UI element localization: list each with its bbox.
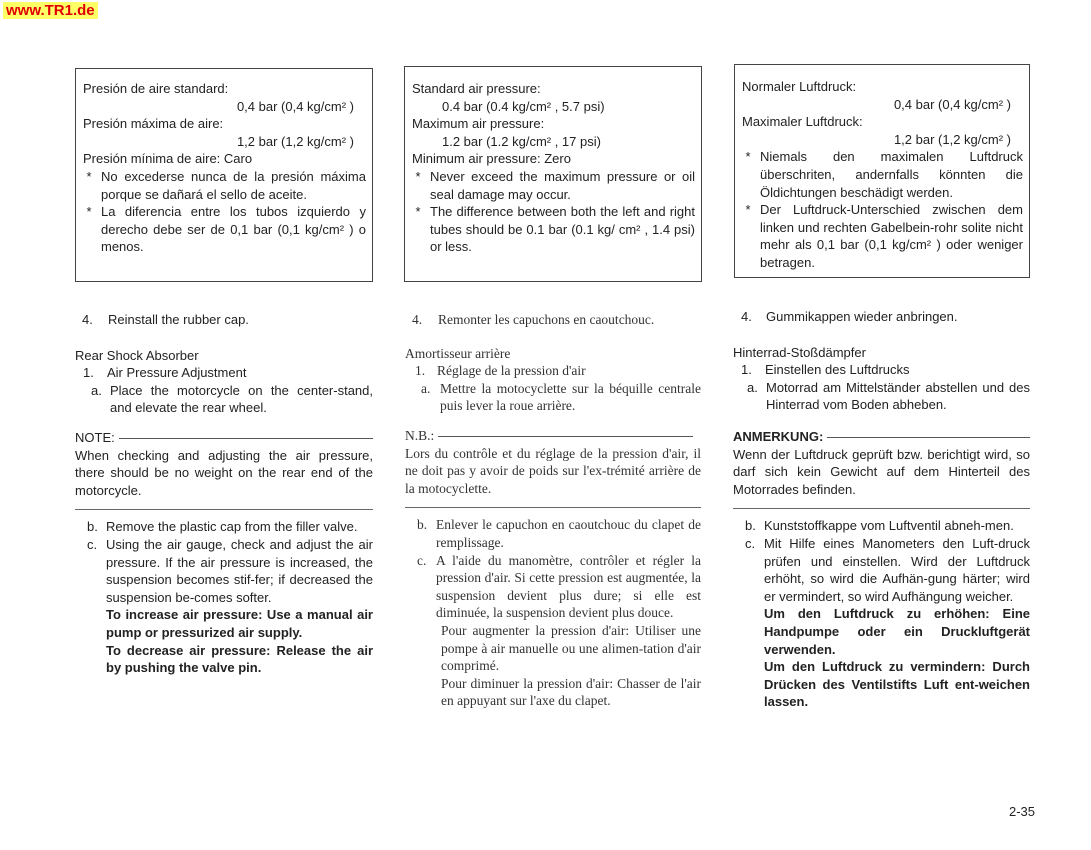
- de-note-header: [733, 428, 1030, 446]
- fr-note-text: Lors du contrôle et du réglage de la pression d'air, il ne doit pas y avoir de poids sur l'ex-trémité arrière de la motocyclette.: [405, 445, 701, 496]
- es-box-bullet-1: [83, 168, 366, 203]
- es-note-text: When checking and adjusting the air pressure, there should be no weight on the rear end of the motorcycle.: [75, 447, 373, 498]
- es-step-c-text: Using the air gauge, check and adjust the air pressure. If the air pressure is increased, the suspension becomes stif-fer; if decreased the suspension be-comes softer.: [106, 536, 373, 605]
- de-box-bullet-1: [742, 148, 1023, 201]
- es-step-a-mark: a.: [91, 382, 102, 398]
- fr-note-header: [405, 427, 701, 445]
- fr-step-1-text: Réglage de la pression d'air: [437, 363, 586, 379]
- fr-step-b-mark: b.: [417, 517, 428, 533]
- de-step-a: [733, 379, 1030, 414]
- es-step-b: [75, 518, 373, 536]
- fr-step-c-text: A l'aide du manomètre, contrôler et régler la pression d'air. Si cette pression est augmentée, la suspension devient plus dure; si elle est diminuée, la suspension devient plus douce.: [436, 552, 701, 621]
- es-step-1: [75, 364, 373, 382]
- de-body: [733, 308, 1030, 711]
- fr-step-c: [405, 552, 701, 622]
- de-box-line-3: Maximaler Luftdruck:: [742, 114, 863, 130]
- es-box-bullet-2-text: La diferencia entre los tubos izquierdo y derecho debe ser de 0,1 bar (0,1 kg/cm² ) o menos.: [101, 204, 366, 255]
- fr-step-b-text: Enlever le capuchon en caoutchouc du clapet de remplissage.: [436, 517, 701, 550]
- fr-step-4-text: Remonter les capuchons en caoutchouc.: [438, 312, 655, 327]
- fr-step-4-num: 4.: [412, 312, 423, 327]
- en-box-line-4: 1.2 bar (1.2 kg/cm² , 17 psi): [442, 133, 601, 149]
- es-step-4: [75, 311, 373, 329]
- fr-section-title: Amortisseur arrière: [405, 345, 511, 361]
- es-box-line-5: Presión mínima de aire: Caro: [83, 151, 253, 167]
- de-decrease-text: Um den Luftdruck zu vermindern: Durch Drücken des Ventilstifts Luft ent-weichen lassen.: [764, 659, 1030, 710]
- de-increase-text: Um den Luftdruck zu erhöhen: Eine Handpumpe oder ein Druckluftgerät verwenden.: [764, 606, 1030, 657]
- fr-note-label: N.B.:: [405, 427, 435, 443]
- site-logo: www.TR1.de: [3, 2, 98, 19]
- fr-step-1: [405, 362, 701, 380]
- divider: [827, 437, 1030, 438]
- es-step-b-mark: b.: [87, 519, 98, 535]
- en-spec-box: [404, 66, 702, 282]
- de-section-title: Hinterrad-Stoßdämpfer: [733, 344, 866, 360]
- es-step-c-mark: c.: [87, 536, 98, 552]
- fr-step-a-mark: a.: [421, 380, 431, 396]
- es-box-line-1: Presión de aire standard:: [83, 81, 229, 96]
- de-box-bullet-2-text: Der Luftdruck-Unterschied zwischen dem linken und rechten Gabelbein-rohr solite nicht mehr als 0,1 bar (0,1 kg/cm² ) oder weniger betragen.: [760, 202, 1023, 270]
- de-box-line-1: Normaler Luftdruck:: [742, 79, 857, 94]
- de-box-line-2: 0,4 bar (0,4 kg/cm² ): [893, 96, 1011, 112]
- es-box-bullet-2: [83, 203, 366, 256]
- de-step-4-num: 4.: [741, 309, 752, 324]
- en-box-line-5: Minimum air pressure: Zero: [412, 151, 571, 167]
- en-box-bullet-1: [412, 168, 695, 203]
- asterisk-icon: *: [415, 204, 421, 220]
- es-step-1-num: 1.: [83, 365, 94, 381]
- de-step-b-mark: b.: [745, 518, 756, 534]
- de-step-b: [733, 517, 1030, 535]
- de-note-text: Wenn der Luftdruck geprüft bzw. berichtigt wird, so darf sich kein Gewicht auf dem Hinterteil des Motorrades befinden.: [733, 446, 1030, 497]
- en-box-line-1: Standard air pressure:: [412, 81, 541, 96]
- de-box-line-4: 1,2 bar (1,2 kg/cm² ): [893, 131, 1011, 147]
- es-box-line-4: 1,2 bar (1,2 kg/cm² ): [236, 133, 354, 149]
- asterisk-icon: *: [415, 168, 421, 184]
- es-note-header: [75, 429, 373, 447]
- es-step-4-text: Reinstall the rubber cap.: [108, 312, 249, 327]
- es-body: [75, 311, 373, 677]
- fr-step-b: [405, 516, 701, 551]
- en-box-bullet-2: [412, 203, 695, 256]
- es-step-b-text: Remove the plastic cap from the filler valve.: [106, 519, 358, 535]
- es-box-bullet-1-text: No excederse nunca de la presión máxima porque se dañará el sello de aceite.: [101, 168, 366, 202]
- asterisk-icon: *: [745, 149, 751, 165]
- fr-decrease-text: Pour diminuer la pression d'air: Chasser de l'air en appuyant sur l'axe du clapet.: [441, 675, 701, 709]
- es-note-label: NOTE:: [75, 429, 115, 445]
- fr-step-a: [405, 380, 701, 415]
- de-box-bullet-1-text: Niemals den maximalen Luftdruck überschriten, andernfalls könnten die Öldichtungen beschädigt werden.: [760, 149, 1023, 200]
- es-increase-text: To increase air pressure: Use a manual air pump or pressurized air supply.: [106, 607, 373, 640]
- de-step-4: [733, 308, 1030, 326]
- divider: [119, 438, 373, 439]
- es-spec-box: [75, 68, 373, 282]
- de-step-c: [733, 535, 1030, 605]
- en-box-bullet-2-text: The difference between both the left and right tubes should be 0.1 bar (0.1 kg/ cm² , 1.4 psi) or less.: [430, 204, 695, 255]
- es-box-line-3: Presión máxima de aire:: [83, 116, 224, 132]
- es-step-1-text: Air Pressure Adjustment: [107, 365, 247, 381]
- es-step-a-text: Place the motorcycle on the center-stand, and elevate the rear wheel.: [110, 382, 373, 416]
- es-box-line-2: 0,4 bar (0,4 kg/cm² ): [236, 98, 354, 114]
- de-step-c-text: Mit Hilfe eines Manometers den Luft-druck prüfen und einstellen. Wird der Luftdruck erhöht, so wird die Aufhän-gung härter; wird er vermindert, so wird Aufhängung weicher.: [764, 535, 1030, 604]
- fr-step-4: [405, 311, 701, 329]
- fr-step-1-num: 1.: [415, 363, 426, 379]
- en-box-line-2: 0.4 bar (0.4 kg/cm² , 5.7 psi): [442, 98, 605, 114]
- de-step-a-text: Motorrad am Mittelständer abstellen und des Hinterrad vom Boden abheben.: [766, 379, 1030, 413]
- de-box-bullet-2: [742, 201, 1023, 271]
- en-box-line-3: Maximum air pressure:: [412, 116, 545, 132]
- asterisk-icon: *: [86, 168, 92, 184]
- de-note-label: ANMERKUNG:: [733, 428, 824, 444]
- es-section-title: Rear Shock Absorber: [75, 347, 199, 363]
- de-step-4-text: Gummikappen wieder anbringen.: [766, 309, 958, 324]
- de-step-a-mark: a.: [747, 379, 758, 395]
- asterisk-icon: *: [745, 202, 751, 218]
- de-step-1: [733, 361, 1030, 379]
- asterisk-icon: *: [86, 204, 92, 220]
- es-step-a: [75, 382, 373, 417]
- fr-step-a-text: Mettre la motocyclette sur la béquille centrale puis lever la roue arrière.: [440, 380, 701, 414]
- de-spec-box: [734, 64, 1030, 278]
- de-step-b-text: Kunststoffkappe vom Luftventil abneh-men.: [764, 518, 1014, 534]
- fr-increase-text: Pour augmenter la pression d'air: Utiliser une pompe à air manuelle ou une alimen-tation d'air comprimé.: [441, 622, 701, 674]
- de-step-c-mark: c.: [745, 535, 756, 551]
- de-step-1-text: Einstellen des Luftdrucks: [765, 362, 910, 378]
- page-number: 2-35: [1009, 804, 1036, 819]
- en-box-bullet-1-text: Never exceed the maximum pressure or oil seal damage may occur.: [430, 168, 695, 202]
- fr-body: [405, 311, 701, 710]
- es-step-4-num: 4.: [82, 312, 93, 327]
- divider: [438, 436, 693, 437]
- de-step-1-num: 1.: [741, 362, 752, 378]
- es-step-c: [75, 536, 373, 606]
- fr-step-c-mark: c.: [417, 552, 427, 568]
- es-decrease-text: To decrease air pressure: Release the air by pushing the valve pin.: [106, 642, 373, 676]
